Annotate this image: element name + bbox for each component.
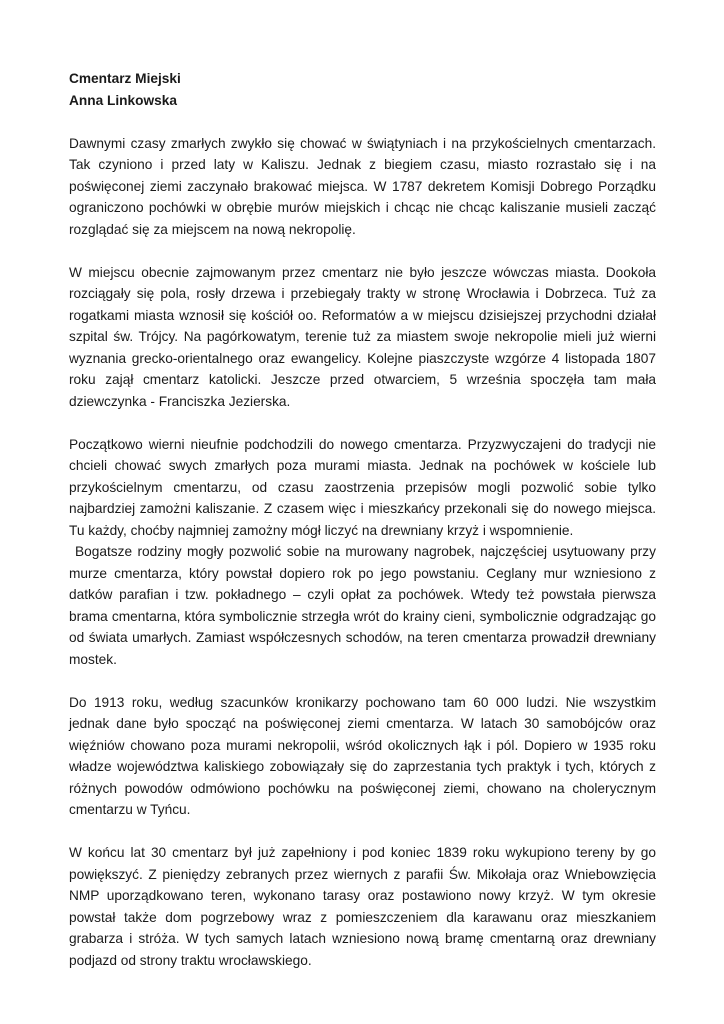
- paragraph-5: Do 1913 roku, według szacunków kronikarzy pochowano tam 60 000 ludzi. Nie wszystkim jednak dane było spocząć na poświęconej ziemi cmentarza. W latach 30 samobójców oraz więźniów chowano poza murami nekropolii, wśród okolicznych łąk i pól. Dopiero w 1935 roku władze województwa kaliskiego zobowiązały się do zaprzestania tych praktyk i tych, których z różnych powodów odmówiono pochówku na poświęconej ziemi, chowano na cholerycznym cmentarzu w Tyńcu.: [69, 694, 656, 817]
- paragraph-1: Dawnymi czasy zmarłych zwykło się chować w świątyniach i na przykościelnych cmentarzach. Tak czyniono i przed laty w Kaliszu. Jednak z biegiem czasu, miasto rozrastało się i na poświęconej ziemi zaczynało brakować miejsca. W 1787 dekretem Komisji Dobrego Porządku ograniczono pochówki w obrębie murów miejskich i chcąc nie chcąc kaliszanie musieli zacząć rozglądać się za miejscem na nową nekropolię.: [69, 135, 656, 237]
- paragraph-2: W miejscu obecnie zajmowanym przez cmentarz nie było jeszcze wówczas miasta. Dookoła rozciągały się pola, rosły drzewa i przebiegały trakty w stronę Wrocławia i Dobrzeca. Tuż za rogatkami miasta wznosił się kościół oo. Reformatów a w miejscu dzisiejszej przychodni działał szpital św. Trójcy. Na pagórkowatym, terenie tuż za miastem swoje nekropolie mieli już wierni wyznania grecko-orientalnego oraz ewangelicy. Kolejne piaszczyste wzgórze 4 listopada 1807 roku zajął cmentarz katolicki. Jeszcze przed otwarciem, 5 września spoczęła tam mała dziewczynka - Franciszka Jezierska.: [69, 264, 656, 409]
- paragraph-6: W końcu lat 30 cmentarz był już zapełniony i pod koniec 1839 roku wykupiono tereny by go powiększyć. Z pieniędzy zebranych przez wiernych z parafii Św. Mikołaja oraz Wniebowzięcia NMP uporządkowano teren, wykonano tarasy oraz postawiono nowy krzyż. W tym okresie powstał także dom pogrzebowy wraz z pomieszczeniem dla karawanu oraz mieszkaniem grabarza i stróża. W tych samych latach wzniesiono nową bramę cmentarną oraz drewniany podjazd od strony traktu wrocławskiego.: [69, 845, 656, 968]
- document-title: Cmentarz Miejski: [69, 71, 181, 86]
- document-body: [69, 68, 656, 971]
- paragraph-4: Bogatsze rodziny mogły pozwolić sobie na murowany nagrobek, najczęściej usytuowany przy murze cmentarza, który powstał dopiero rok po jego powstaniu. Ceglany mur wzniesiono z datków parafian i tzw. pokładnego – czyli opłat za pochówek. Wtedy też powstała pierwsza brama cmentarna, która symbolicznie strzegła wrót do krainy cieni, symbolicznie odgradzając go od świata umarłych. Zamiast współczesnych schodów, na teren cmentarza prowadził drewniany mostek.: [69, 544, 656, 667]
- paragraph-3: Początkowo wierni nieufnie podchodzili do nowego cmentarza. Przyzwyczajeni do tradycji nie chcieli chować swych zmarłych poza murami miasta. Jednak na pochówek w kościele lub przykościelnym cmentarzu, od czasu zaostrzenia przepisów mogli pozwolić sobie tylko najbardziej zamożni kaliszanie. Z czasem więc i mieszkańcy przekonali się do nowego miejsca. Tu każdy, choćby najmniej zamożny mógł liczyć na drewniany krzyż i wspomnienie.: [69, 436, 656, 538]
- document-author: Anna Linkowska: [69, 92, 178, 108]
